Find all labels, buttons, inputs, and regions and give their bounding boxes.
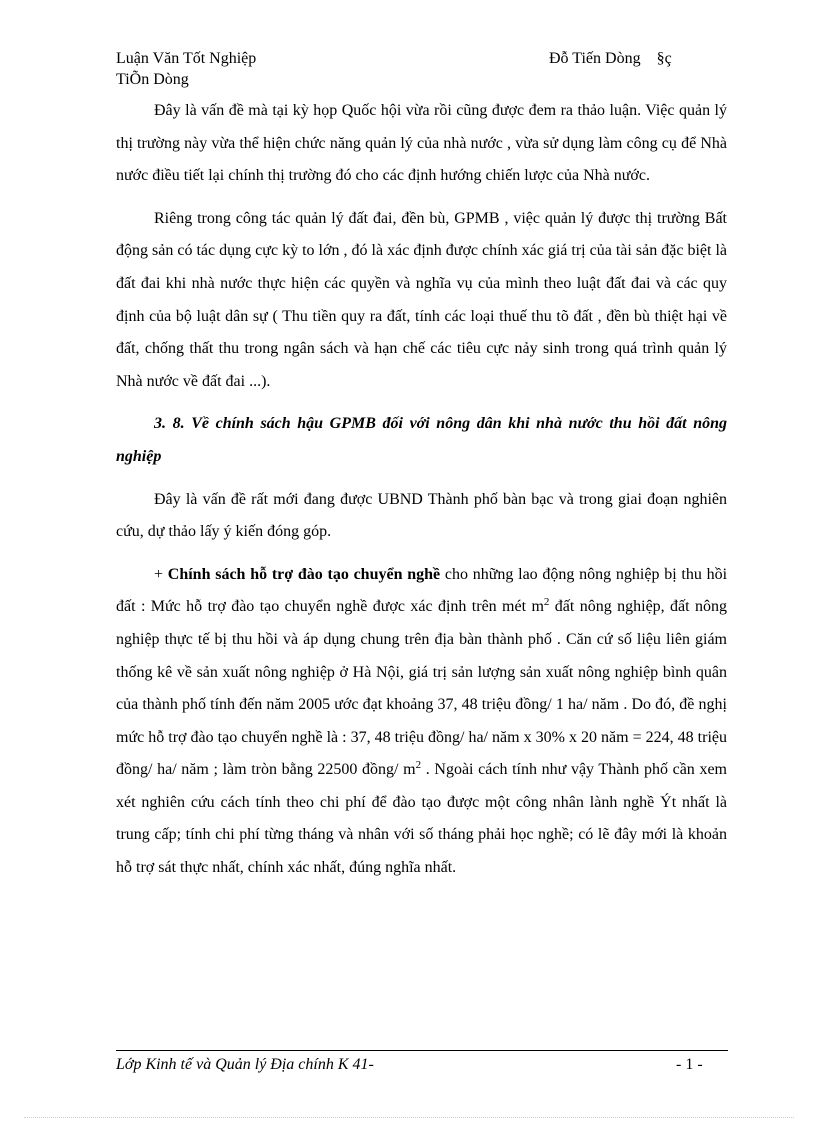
section-heading: 3. 8. Về chính sách hậu GPMB đối với nông dân khi nhà nước thu hồi đất nông nghiệp <box>116 415 727 465</box>
page-edge-divider <box>24 1117 794 1118</box>
superscript-1: 2 <box>543 596 550 609</box>
footer-rule <box>116 1050 728 1051</box>
header-author-continuation: TiÕn Dòng <box>116 71 189 88</box>
paragraph-1: Đây là vấn đề mà tại kỳ họp Quốc hội vừa rồi cũng được đem ra thảo luận. Việc quản lý thị trường này vừa thể hiện chức năng quản lý của nhà nước , vừa sử dụng làm công cụ để Nhà nước điều tiết lại chính thị trường đó cho các định hướng chiến lược của Nhà nước. <box>116 102 727 185</box>
paragraph-4-text-a: cho những lao động nông nghiệp bị thu hồi đất : Mức hỗ trợ đào tạo chuyển nghề được xác định trên mét m <box>116 565 728 616</box>
superscript-2: 2 <box>415 759 422 772</box>
paragraph-4-text-b: đất nông nghiệp, đất nông nghiệp thực tế bị thu hồi và áp dụng chung trên địa bàn thành phố . Căn cứ số liệu liên giám thống kê về sản xuất nông nghiệp ở Hà Nội, giá trị sản lượng sản xuất nông nghiệp bình quân của thành phố tính đến năm 2005 ước đạt khoảng 37, 48 triệu đồng/ 1 ha/ năm . Do đó, đề nghị mức hỗ trợ đào tạo chuyển nghề là : 37, 48 triệu đồng/ ha/ năm x 30% x 20 năm = 224, 48 triệu đồng/ ha/ năm ; làm tròn bằng 22500 đồng/ m <box>116 598 728 779</box>
paragraph-4-text-c: . Ngoài cách tính như vậy Thành phố cần xem xét nghiên cứu cách tính theo chi phí để đào tạo được một công nhân lành nghề Ýt nhất là trung cấp; tính chi phí từng tháng và nhân với số tháng phải học nghề; có lẽ đây mới là khoản hỗ trợ sát thực nhất, chính xác nhất, đúng nghĩa nhất. <box>116 761 727 877</box>
paragraph-4 <box>116 559 727 885</box>
header-glyph: §ç <box>656 50 672 67</box>
paragraph-4-plus: + <box>154 565 168 583</box>
paragraph-2: Riêng trong công tác quản lý đất đai, đền bù, GPMB , việc quản lý được thị trường Bất động sản có tác dụng cực kỳ to lớn , đó là xác định được chính xác giá trị của tài sản đặc biệt là đất đai khi nhà nước thực hiện các quyền và nghĩa vụ của mình theo luật đất đai và các quy định của bộ luật dân sự ( Thu tiền quy ra đất, tính các loại thuế thu tõ đất , đền bù thiệt hại về đất, chống thất thu trong ngân sách và hạn chế các tiêu cực nảy sinh trong quá trình quản lý Nhà nước về đất đai ...). <box>116 209 727 390</box>
document-body <box>116 95 727 885</box>
page-number: - 1 - <box>676 1056 703 1073</box>
footer-class-label: Lớp Kinh tế và Quản lý Địa chính K 41- <box>116 1056 374 1073</box>
paragraph-4-bold-term: Chính sách hỗ trợ đào tạo chuyển nghề <box>167 565 441 583</box>
paragraph-3: Đây là vấn đề rất mới đang được UBND Thành phố bàn bạc và trong giai đoạn nghiên cứu, dự thảo lấy ý kiến đóng góp. <box>116 490 727 541</box>
header-author <box>549 50 672 68</box>
header-title: Luận Văn Tốt Nghiệp <box>116 50 257 67</box>
header-author-name: Đỗ Tiến Dòng <box>549 50 641 67</box>
